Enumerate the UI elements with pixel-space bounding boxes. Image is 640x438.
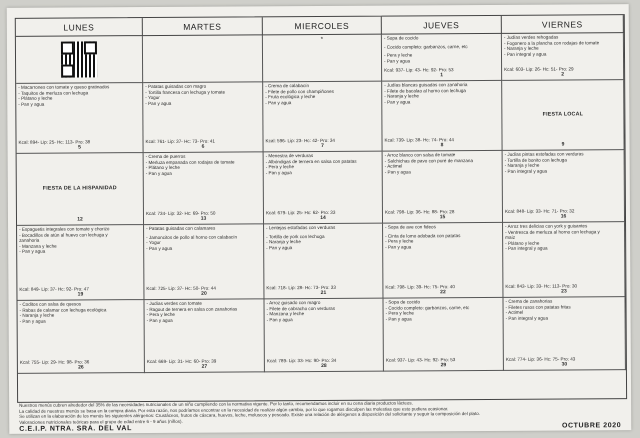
menu-line: - Pan y agua [385, 316, 412, 322]
day-cell [383, 298, 503, 372]
day-number: 22 [440, 289, 446, 296]
menu-line: - Pan y agua [266, 244, 293, 251]
day-header: JUEVES [382, 16, 502, 35]
menu-line: - Naranja y leche [504, 162, 540, 169]
menu-line: - Arroz blanco con salsa de tomate [384, 152, 456, 158]
menu-line: - Manzana y leche [19, 243, 57, 249]
menu-line: - Pan y agua [19, 318, 46, 324]
day-cell [502, 33, 624, 81]
nutrition-values: Kcal: 603- Lip: 26- Hc: 51- Pro: 29 [504, 66, 574, 73]
menu-line: - Pan y agua [146, 317, 173, 323]
day-number: 26 [78, 364, 84, 371]
note-line: Nuestros menús cubren alrededor del 35% de las necesidades nutricionales de un niño cumpliendo con la normativa vigente. Por lo tanto, recomendamos incluir en su cena diaria productos lácteos. [19, 400, 413, 408]
menu-line: - Filetes rusos con patatas fritas [505, 304, 571, 310]
menu-line: - Lentejas estofadas con verduras [266, 224, 336, 231]
menu-line: - Coditos con salsa de quesos [19, 301, 82, 307]
menu-line: - Cocido completo: garbanzos, carne, etc [383, 43, 468, 50]
menu-line: - Pan integral y agua [505, 315, 549, 321]
menu-line: - Fruta ecológica y leche [265, 94, 316, 100]
menu-sheet [7, 4, 632, 434]
day-cell [503, 150, 625, 223]
menu-line: - Pan y agua [384, 58, 411, 64]
day-cell [264, 224, 383, 300]
day-cell [382, 34, 502, 82]
day-number: 15 [439, 214, 446, 221]
nutrition-values: Kcal: 725- Lip: 37- Hc: 50- Pro: 44 [146, 286, 216, 292]
day-number: 16 [560, 213, 567, 220]
day-cell [502, 80, 624, 151]
day-cell [16, 83, 143, 154]
menu-line: - Judías verdes rehogadas [503, 34, 559, 40]
nutrition-values: Kcal: 718- Lip: 28- Hc: 73- Pro: 33 [266, 285, 336, 291]
menu-line: - Salchichas de pavo con puré de manzana [384, 157, 474, 164]
menu-line: - Judías verdes con tomate [146, 300, 202, 307]
menu-line: - Plátano y leche [145, 165, 180, 171]
menu-line: - Pan y agua [265, 99, 292, 106]
menu-line: - Cocido completo: garbanzos, carne, etc [385, 304, 470, 311]
menu-line: - Sopa de ave con fideos [385, 224, 436, 230]
menu-line: - Plátano y leche [18, 95, 53, 102]
menu-line: - Rabas de calamar con lechuga ecológica [19, 306, 107, 313]
day-cell [503, 297, 625, 371]
note-line: Se utilizan en la elaboración de los menús los siguientes alérgenos: Crustáceos, frutos de cáscara, huevos, leche, moluscos y pescado. Existe una relación de alérgenos a disposición del solicitante y seguir la composición del plato. [19, 411, 480, 420]
menu-line: - Ventresca de merluza al horno con lechuga y [505, 228, 600, 235]
menu-line: - Pan y agua [265, 169, 292, 176]
menu-line: - Yogur [145, 95, 160, 101]
nutrition-values: Kcal: 596- Lip: 23- Hc: 42- Pro: 34 [265, 138, 335, 144]
day-cell [17, 153, 144, 226]
day-number: 19 [77, 291, 84, 298]
menu-line: - Pera y leche [146, 312, 175, 318]
menu-line: - Pan y agua [19, 249, 46, 255]
menu-line: - Pan y agua [266, 316, 293, 323]
menu-line: - Bocadillos de atún al huevo con lechuga y [19, 231, 108, 238]
menu-line: - Sopa de cocido [383, 35, 419, 41]
day-number: 12 [77, 216, 83, 223]
nutrition-values: Kcal: 798- Lip: 39- Hc: 75- Pro: 40 [385, 284, 455, 291]
menu-line: - Fogonero a la plancha con rodajas de tomate [503, 39, 600, 46]
menu-line: - Plátano y leche [505, 240, 540, 246]
menu-line: - Tortilla de york con lechuga [266, 233, 325, 239]
day-number: 13 [200, 216, 207, 223]
nutrition-values: Kcal: 734- Lip: 32- Hc: 69- Pro: 50 [145, 211, 216, 217]
menu-line: - Pan y agua [385, 244, 412, 250]
menu-line: - Crema de calabacín [265, 83, 310, 89]
day-header: VIERNES [502, 15, 624, 34]
nutrition-values: Kcal: 937- Lip: 43- Hc: 92- Pro: 53 [384, 67, 454, 74]
day-header: LUNES [16, 18, 143, 37]
menu-line: - Taquitos de merluza con lechuga [18, 90, 89, 96]
qr-code [61, 41, 97, 77]
day-cell [144, 299, 264, 373]
menu-line: - Actimel [384, 163, 403, 169]
day-cell [263, 35, 382, 83]
menu-line: - Arroz guisado con magro [266, 299, 321, 306]
day-cell [263, 82, 382, 153]
month-label: OCTUBRE 2020 [561, 422, 622, 430]
day-cell [382, 81, 502, 152]
menu-line: - Cinta de lomo adobada con patatas [385, 232, 461, 239]
menu-line: - Sopa de cocido [385, 299, 421, 305]
holiday-label: FIESTA LOCAL [542, 111, 584, 118]
menu-line: - Arroz tres delicias con york y guisantes [505, 223, 588, 229]
nutrition-values: Kcal: 761- Lip: 37- Hc: 73- Pro: 41 [145, 139, 215, 145]
menu-line: - Pan y agua [145, 170, 172, 176]
nutrition-values: Kcal: 789- Lip: 33- Hc: 90- Pro: 34 [266, 358, 337, 364]
nutrition-values: Kcal: 798- Lip: 36- Hc: 88- Pro: 28 [384, 209, 455, 216]
holiday-label: FIESTA DE LA HISPANIDAD [42, 184, 117, 192]
menu-grid [15, 14, 627, 403]
menu-line: - Merluza empanada con rodajas de tomate [145, 159, 235, 165]
day-number: 28 [321, 363, 327, 370]
day-number: 2 [561, 71, 565, 78]
menu-line: - Manzana y leche [266, 311, 305, 317]
menu-line: - Actimel [505, 309, 524, 316]
nutrition-values: Kcal: 755- Lip: 29- Hc: 98- Pro: 36 [19, 359, 90, 366]
day-cell [144, 224, 264, 300]
menu-line: - Crema de zanahorias [505, 298, 553, 304]
menu-line: - Pan integral y agua [505, 245, 548, 252]
nutrition-values: Kcal: 774- Lip: 36- Hc: 75- Pro: 43 [505, 356, 576, 363]
day-cell [264, 152, 383, 225]
nutrition-values: Kcal: 679- Lip: 25- Hc: 62- Pro: 33 [265, 210, 336, 216]
menu-line: - Naranja y leche [19, 312, 55, 319]
menu-line: - Pera y leche [385, 238, 414, 244]
day-cell [383, 151, 503, 224]
menu-line: - Naranja y leche [503, 45, 539, 52]
note-line: La calidad de nuestros menús se basa en la compra diaria. Por esta razón, nos podríamos encontrar en la necesidad de realizar algún cambio, por lo que rogamos disculpen las molestias que esto pudiera ocasionar. [19, 405, 449, 414]
menu-line: - Judías blancas guisadas con zanahoria [384, 82, 468, 88]
menu-line: - Pan y agua [146, 245, 173, 251]
menu-line: - Pan y agua [384, 169, 411, 175]
day-number: 21 [320, 290, 327, 297]
menu-line: - Ragout de ternera en salsa con zanahorias [146, 306, 238, 312]
day-number: 20 [201, 291, 207, 298]
menu-line: - Filete de bacalao al horno con lechuga [384, 87, 466, 94]
day-cell [17, 225, 144, 301]
day-number: 1 [440, 72, 444, 79]
menu-line: - Naranja y leche [266, 239, 301, 245]
day-cell [144, 152, 264, 225]
day-number: 9 [561, 141, 565, 148]
day-cell [17, 300, 144, 374]
menu-line: - Menestra de verduras [265, 153, 314, 159]
menu-line: - Yogur [146, 240, 161, 246]
day-cell [143, 82, 263, 153]
day-number: 7 [321, 143, 324, 150]
menu-line: - Tortilla de bonito con lechuga [504, 157, 567, 163]
menu-line: - Macarrones con tomate y queso gratinados [18, 84, 110, 90]
menu-line: - Pera y leche [385, 310, 414, 316]
nutrition-values: Kcal: 739- Lip: 38- Hc: 74- Pro: 44 [384, 137, 454, 144]
menu-line: - Naranja y leche [384, 93, 420, 99]
day-header: MIERCOLES [263, 17, 382, 36]
asterisk-mark: * [320, 36, 324, 43]
nutrition-values: Kcal: 669- Lip: 31- Hc: 60- Pro: 39 [146, 359, 217, 365]
day-cell [503, 222, 625, 298]
menu-line: - Pan y agua [384, 99, 411, 105]
day-cell [16, 36, 143, 84]
menu-line: - Jamoncitos de pollo al horno con calabacín [146, 234, 238, 240]
day-number: 23 [561, 288, 567, 295]
day-number: 27 [201, 364, 208, 371]
menu-line: - Tortilla francesa con lechuga y tomate [145, 89, 226, 95]
footer [19, 399, 625, 433]
menu-line: - Pan y agua [18, 101, 45, 107]
menu-line: - Pera y leche [383, 52, 413, 58]
day-number: 30 [561, 361, 568, 368]
menu-line: - Crema de puerros [145, 153, 186, 160]
menu-line: - Pan integral y agua [504, 168, 548, 174]
note-line: Valoraciones nutricionales teóricas para el grupo de edad entre 6 - 9 años (niños). [19, 418, 183, 425]
menu-line: maíz [505, 234, 516, 241]
day-number: 8 [440, 142, 444, 149]
menu-line: - Judías pintas estofadas con verduras [504, 151, 584, 157]
nutrition-values: Kcal: 937- Lip: 43- Hc: 92- Pro: 53 [385, 357, 456, 364]
menu-line: - Pera y leche [265, 164, 295, 170]
menu-line: - Patatas guisadas con magro [145, 83, 207, 90]
menu-line: - Pan y agua [145, 100, 172, 106]
menu-line: - Albóndigas de ternera en salsa con patatas [265, 158, 357, 164]
menu-line: - Patatas guisadas con calamares [146, 225, 216, 232]
notes-block [19, 399, 625, 425]
menu-line: - Filete de pollo con champiñones [265, 88, 334, 94]
menu-line: - Espaguetis integrales con tomate y chorizo [19, 226, 110, 232]
nutrition-values: Kcal: 894- Lip: 25- Hc: 113- Pro: 38 [18, 139, 91, 146]
day-number: 6 [201, 144, 205, 151]
day-cell [264, 299, 383, 373]
school-name: C.E.I.P. NTRA. SRA. DEL VAL [19, 425, 132, 433]
day-number: 5 [78, 144, 81, 151]
nutrition-values: Kcal: 843- Lip: 33- Hc: 113- Pro: 30 [505, 283, 578, 290]
nutrition-values: Kcal: 848- Lip: 33- Hc: 71- Pro: 32 [504, 208, 575, 215]
day-number: 14 [320, 215, 326, 222]
menu-line: - Filete de cabracho con verduras [266, 305, 335, 311]
menu-line: zanahoria [19, 237, 40, 244]
day-header: MARTES [143, 17, 263, 36]
day-cell [383, 223, 503, 299]
menu-line: - Pan integral y agua [503, 51, 547, 57]
day-cell [143, 35, 263, 83]
nutrition-values: Kcal: 849- Lip: 37- Hc: 92- Pro: 47 [19, 286, 89, 293]
day-number: 29 [440, 362, 447, 369]
